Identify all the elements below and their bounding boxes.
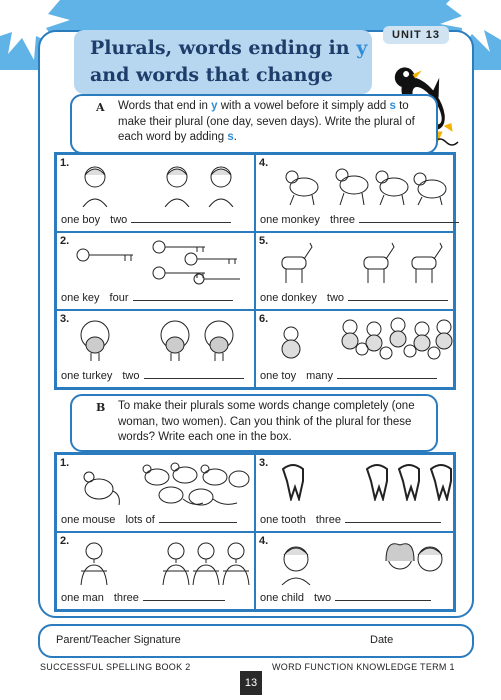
answer-box[interactable] <box>335 591 431 601</box>
item-number: 4. <box>259 535 269 547</box>
exercise-cell <box>56 232 255 310</box>
mouse-icon <box>75 461 248 507</box>
item-number: 2. <box>60 535 70 547</box>
item-label: one child two <box>260 591 431 604</box>
answer-line[interactable] <box>131 213 231 223</box>
boy-icon <box>75 161 248 207</box>
item-label: one toy many <box>260 369 437 382</box>
tooth-icon <box>274 461 447 507</box>
item-label: one turkey two <box>61 369 244 382</box>
exercise-cell <box>56 310 255 388</box>
item-label: one donkey two <box>260 291 448 304</box>
answer-box[interactable] <box>159 513 237 523</box>
exercise-cell <box>255 310 454 388</box>
item-label: one boy two <box>61 213 231 226</box>
toy-icon <box>274 317 447 363</box>
exercise-cell <box>56 532 255 610</box>
signature-label: Parent/Teacher Signature <box>56 634 181 646</box>
exercise-cell <box>56 454 255 532</box>
item-number: 1. <box>60 157 70 169</box>
item-number: 3. <box>60 313 70 325</box>
item-number: 5. <box>259 235 269 247</box>
exercise-cell <box>255 154 454 232</box>
instruction-b <box>70 394 438 452</box>
exercise-grid-a <box>54 152 456 390</box>
child-icon <box>274 539 447 585</box>
footer-section: WORD FUNCTION KNOWLEDGE TERM 1 <box>272 662 455 672</box>
section-letter-a: A <box>96 101 105 114</box>
item-label: one man three <box>61 591 225 604</box>
exercise-cell <box>255 454 454 532</box>
exercise-grid-b <box>54 452 456 612</box>
item-label: one mouse lots of <box>61 513 237 526</box>
unit-badge: UNIT 13 <box>383 26 449 44</box>
item-number: 3. <box>259 457 269 469</box>
page-title: Plurals, words ending in y and words that change <box>90 37 368 86</box>
item-number: 2. <box>60 235 70 247</box>
item-label: one monkey three <box>260 213 459 226</box>
page-number: 13 <box>240 671 262 695</box>
answer-line[interactable] <box>348 291 448 301</box>
instruction-a-text: Words that end in y with a vowel before it simply add s to make their plural (one day, seven days). Write the plural of each word by adding s. <box>118 100 415 143</box>
exercise-cell <box>255 232 454 310</box>
key-icon <box>75 239 248 285</box>
man-icon <box>75 539 248 585</box>
answer-box[interactable] <box>345 513 441 523</box>
answer-line[interactable] <box>133 291 233 301</box>
monkey-icon <box>274 161 447 207</box>
turkey-icon <box>75 317 248 363</box>
section-letter-b: B <box>96 401 106 414</box>
donkey-icon <box>274 239 447 285</box>
exercise-cell <box>56 154 255 232</box>
answer-line[interactable] <box>359 213 459 223</box>
item-number: 6. <box>259 313 269 325</box>
item-number: 1. <box>60 457 70 469</box>
answer-line[interactable] <box>337 369 437 379</box>
instruction-b-text: To make their plurals some words change completely (one woman, two women). Can you think of the plural for these words? Write each one in the box. <box>118 400 415 443</box>
item-label: one key four <box>61 291 233 304</box>
answer-box[interactable] <box>143 591 225 601</box>
signature-bar <box>38 624 474 658</box>
item-number: 4. <box>259 157 269 169</box>
footer-book-title: SUCCESSFUL SPELLING BOOK 2 <box>40 662 191 672</box>
exercise-cell <box>255 532 454 610</box>
date-label: Date <box>370 634 394 646</box>
instruction-a <box>70 94 438 154</box>
item-label: one tooth three <box>260 513 441 526</box>
answer-line[interactable] <box>144 369 244 379</box>
